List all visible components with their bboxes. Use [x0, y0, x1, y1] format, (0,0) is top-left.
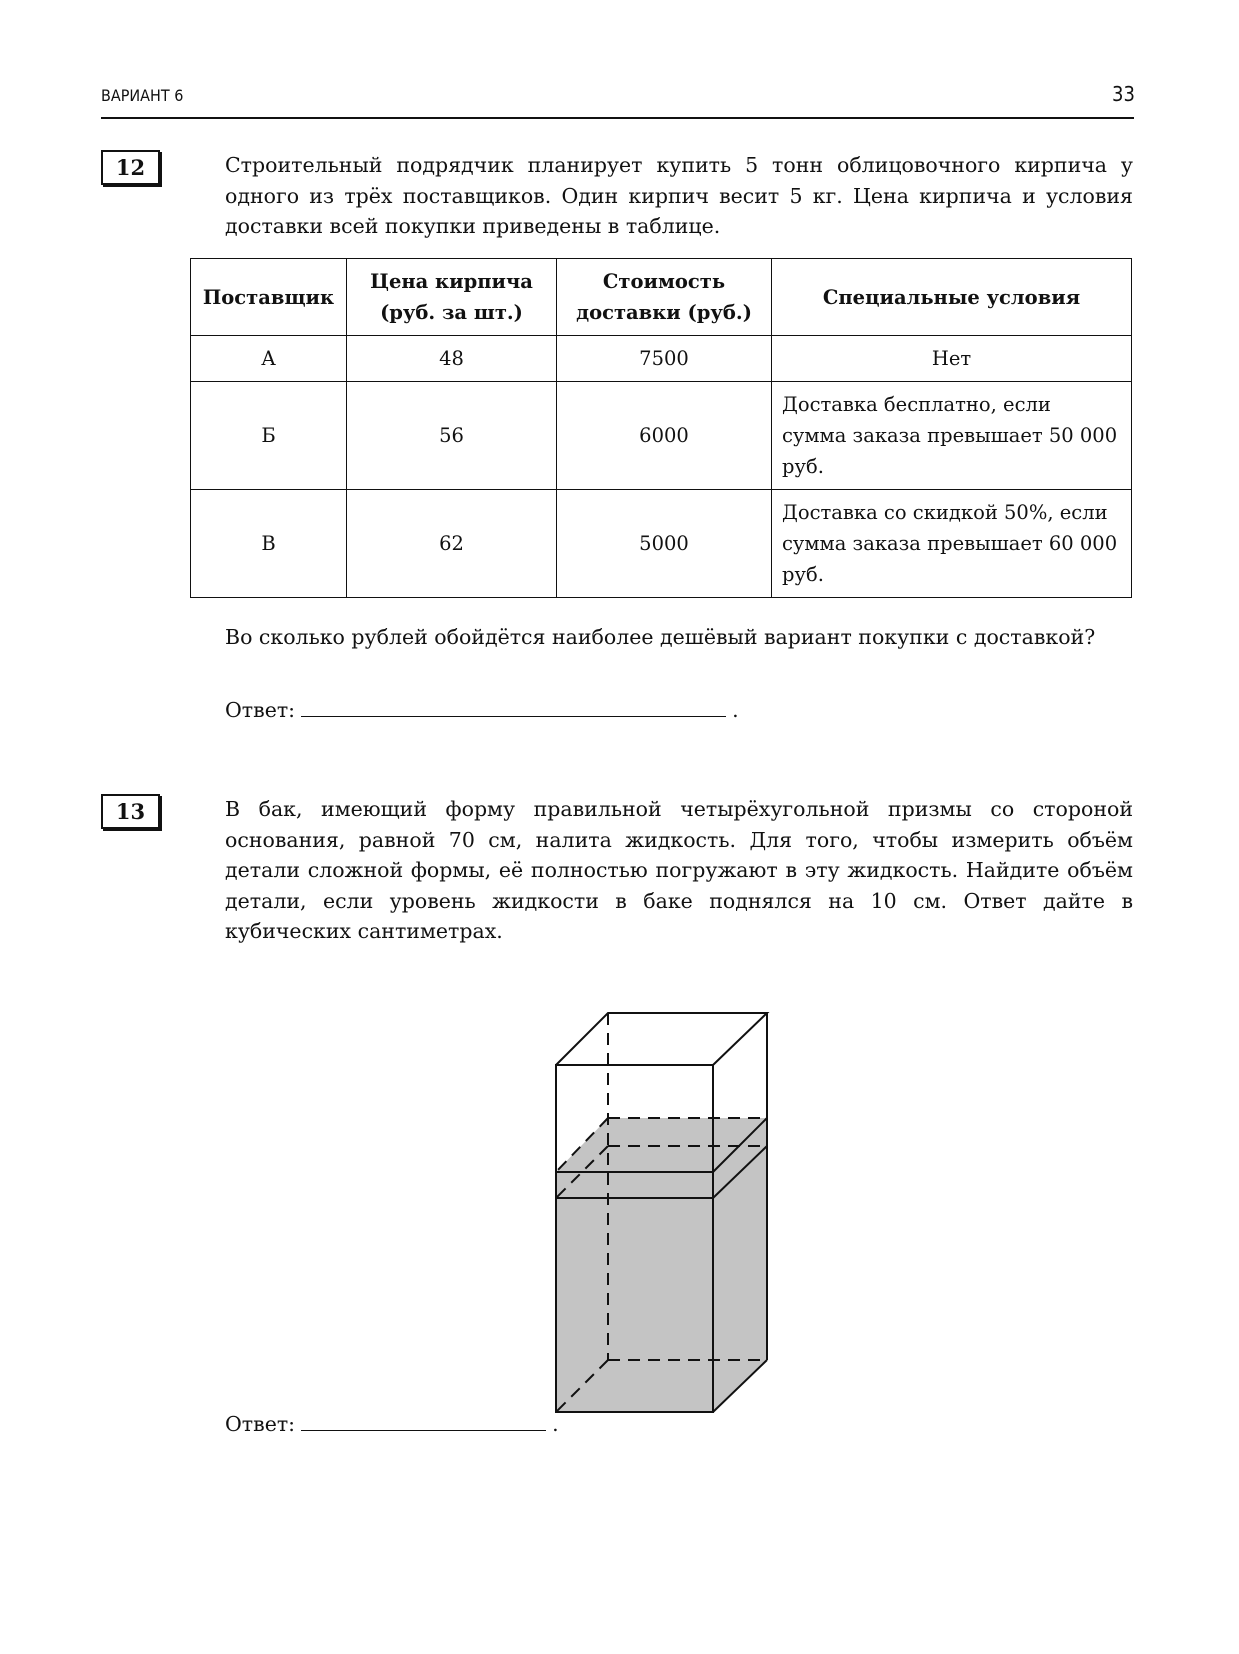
table-cell: 56	[347, 382, 557, 490]
table-cell: 6000	[557, 382, 772, 490]
table-cell: А	[191, 336, 347, 382]
table-cell: Доставка бесплатно, если сумма заказа превышает 50 000 руб.	[772, 382, 1132, 490]
answer-label: Ответ:	[225, 1412, 296, 1436]
task13-answer: Ответ: .	[225, 1412, 559, 1436]
table-cell: В	[191, 490, 347, 598]
task13-statement: В бак, имеющий форму правильной четырёхугольной призмы со стороной основания, равной 70 см, налита жидкость. Для того, чтобы измерить объём детали сложной формы, её полностью погружают в эту жидкость. Найдите объём детали, если уровень жидкости в баке поднялся на 10 см. Ответ дайте в кубических сантиметрах.	[225, 797, 1133, 943]
task-number-13: 13	[101, 794, 160, 829]
header-cell: Поставщик	[191, 259, 347, 336]
task12-answer: Ответ: .	[225, 698, 739, 722]
page-number: 33	[1112, 82, 1135, 106]
table-cell: 5000	[557, 490, 772, 598]
table-cell: Доставка со скидкой 50%, если сумма заказа превышает 60 000 руб.	[772, 490, 1132, 598]
header-cell: Цена кирпича (руб. за шт.)	[347, 259, 557, 336]
header-cell: Стоимость доставки (руб.)	[557, 259, 772, 336]
answer-field[interactable]	[301, 1410, 546, 1431]
task12-question: Во сколько рублей обойдётся наиболее дешёвый вариант покупки с доставкой?	[225, 625, 1096, 649]
task12-statement: Строительный подрядчик планирует купить 5 тонн облицовочного кирпича у одного из трёх поставщиков. Один кирпич весит 5 кг. Цена кирпича и условия доставки всей покупки приведены в таблице.	[225, 153, 1133, 238]
table-cell: Б	[191, 382, 347, 490]
header-cell: Специальные условия	[772, 259, 1132, 336]
variant-label: ВАРИАНТ 6	[101, 86, 184, 105]
table-cell: 62	[347, 490, 557, 598]
table-cell: Нет	[772, 336, 1132, 382]
answer-label: Ответ:	[225, 698, 296, 722]
table-cell: 48	[347, 336, 557, 382]
task-number-12: 12	[101, 150, 160, 185]
table-cell: 7500	[557, 336, 772, 382]
